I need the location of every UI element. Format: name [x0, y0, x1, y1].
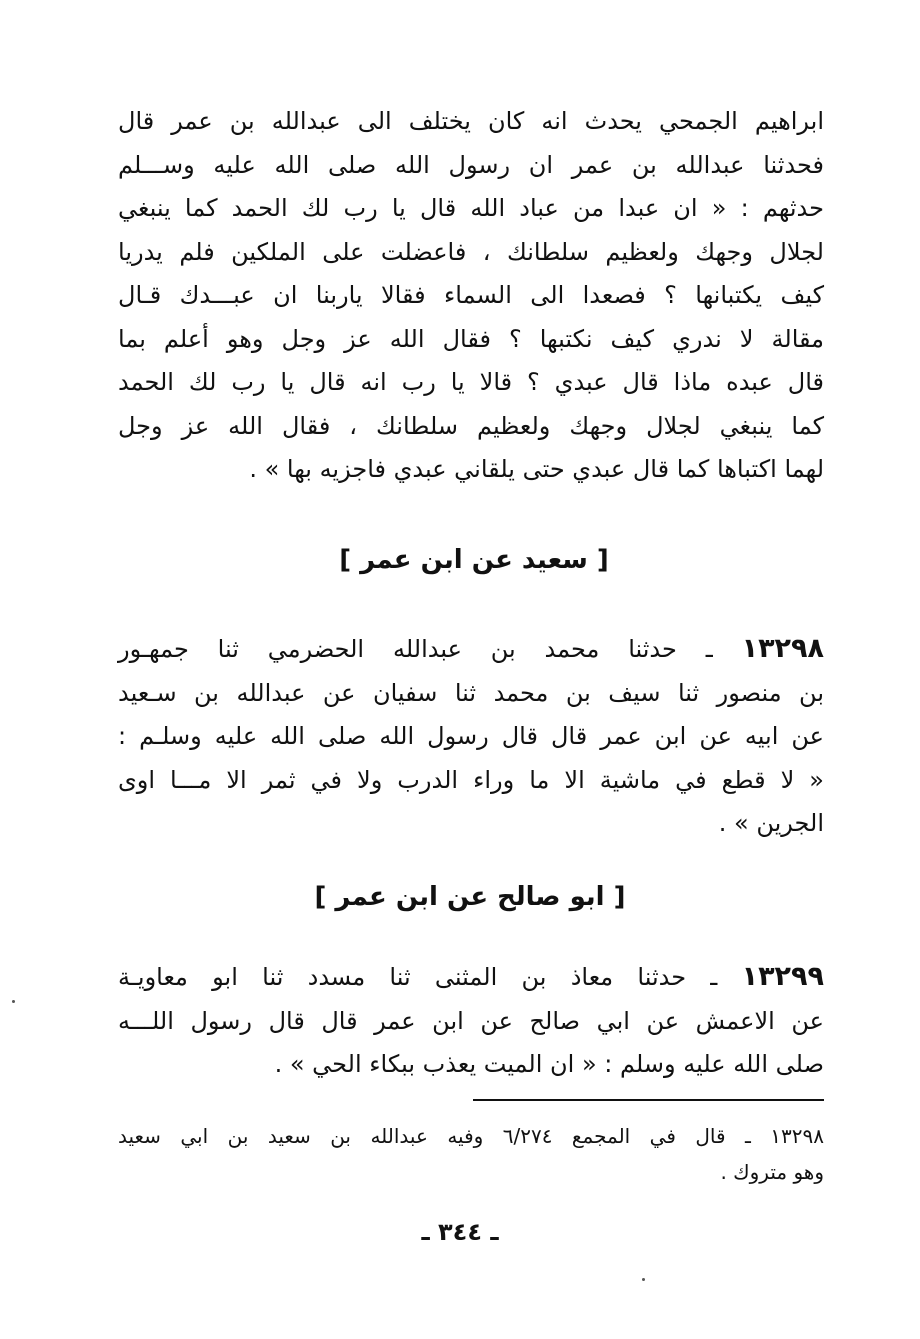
section-heading-said-ibn-umar: [ سعيد عن ابن عمر ] — [339, 545, 609, 575]
footnote — [118, 1118, 824, 1190]
text-line: بن منصور ثنا سيف بن محمد ثنا سفيان عن عبدالله بن سـعيد — [118, 678, 824, 707]
page-number: ـ ٣٤٤ ـ — [421, 1218, 499, 1246]
hadith-13299 — [118, 955, 824, 1087]
hadith-first-line — [118, 955, 824, 1000]
text-line: كيف يكتبانها ؟ فصعدا الى السماء فقالا ياربنا ان عبـــدك قـال — [118, 281, 824, 309]
text-line: عن ابيه عن ابن عمر قال قال رسول الله صلى الله عليه وسلـم : — [118, 722, 824, 750]
hadith-first-line — [118, 627, 824, 672]
text-line: لجلال وجهك ولعظيم سلطانك ، فاعضلت على الملكين فلم يدريا — [118, 237, 824, 266]
text-line: ابراهيم الجمحي يحدث انه كان يختلف الى عبدالله بن عمر قال — [118, 107, 824, 135]
text-line: مقالة لا ندري كيف نكتبها ؟ فقال الله عز وجل وهو أعلم بما — [118, 324, 824, 353]
section-heading-abu-salih-ibn-umar: [ ابو صالح عن ابن عمر ] — [314, 882, 626, 912]
hadith-number: ١٣٢٩٩ — [741, 961, 824, 992]
hadith-number: ١٣٢٩٨ — [741, 633, 824, 664]
scan-speck — [12, 1000, 15, 1003]
text-line: عن الاعمش عن ابي صالح عن ابن عمر قال قال رسول اللـــه — [118, 1006, 824, 1035]
paragraph-hadith-continuation — [118, 100, 824, 492]
text-line: صلى الله عليه وسلم : « ان الميت يعذب ببكاء الحي » . — [274, 1050, 824, 1078]
hadith-13298 — [118, 627, 824, 846]
text-line: حدثهم : « ان عبدا من عباد الله قال يا رب لك الحمد كما ينبغي — [118, 194, 824, 222]
footnote-line: وهو متروك . — [720, 1160, 824, 1184]
text-line: الجرين » . — [718, 809, 824, 837]
hadith-first-line-text: ـ حدثنا معاذ بن المثنى ثنا مسدد ثنا ابو معاويـة — [118, 963, 742, 991]
text-line: « لا قطع في ماشية الا ما وراء الدرب ولا في ثمر الا مـــا اوى — [118, 765, 824, 794]
hadith-first-line-text: ـ حدثنا محمد بن عبدالله الحضرمي ثنا جمهـور — [118, 635, 742, 663]
text-line: لهما اكتباها كما قال عبدي حتى يلقاني عبدي فاجزيه بها » . — [249, 455, 824, 483]
scan-speck — [642, 1278, 645, 1281]
text-line: كما ينبغي لجلال وجهك ولعظيم سلطانك ، فقال الله عز وجل — [118, 411, 824, 440]
footnote-separator — [473, 1099, 824, 1101]
footnote-line: ١٣٢٩٨ ـ قال في المجمع ٦/٢٧٤ وفيه عبدالله بن سعيد بن ابي سعيد — [118, 1124, 824, 1148]
text-line: فحدثنا عبدالله بن عمر ان رسول الله صلى الله عليه وســـلم — [118, 150, 824, 179]
text-line: قال عبده ماذا قال عبدي ؟ قالا يا رب انه قال يا رب لك الحمد — [118, 368, 824, 396]
